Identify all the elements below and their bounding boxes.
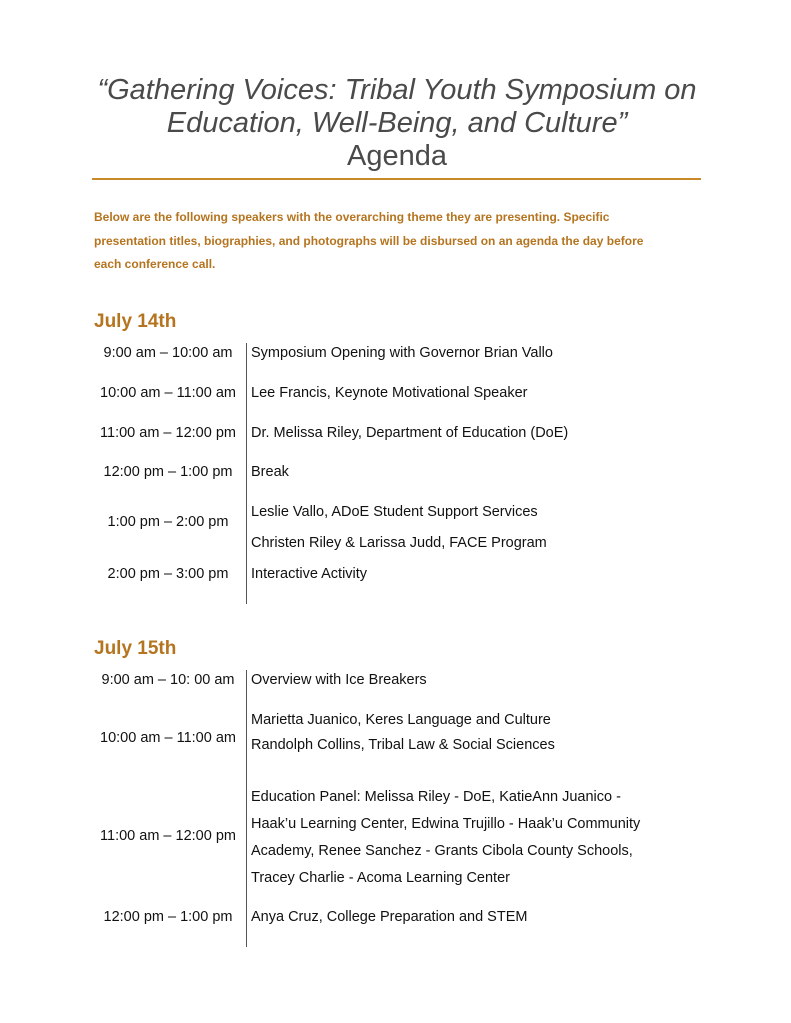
- time-slot: 11:00 am – 12:00 pm: [100, 425, 236, 441]
- intro-paragraph: [94, 206, 704, 277]
- session-entry: Anya Cruz, College Preparation and STEM: [251, 909, 528, 925]
- time-slot: 11:00 am – 12:00 pm: [100, 828, 236, 844]
- session-entry: Symposium Opening with Governor Brian Vallo: [251, 345, 553, 361]
- time-slot: 12:00 pm – 1:00 pm: [103, 464, 233, 480]
- schedule-divider-day1: [246, 343, 247, 604]
- session-entry: Dr. Melissa Riley, Department of Education (DoE): [251, 425, 569, 441]
- title-line-1: “Gathering Voices: Tribal Youth Symposium on: [97, 74, 697, 106]
- session-entry: Tracey Charlie - Acoma Learning Center: [251, 870, 510, 886]
- session-entry: Education Panel: Melissa Riley - DoE, KatieAnn Juanico -: [251, 789, 621, 805]
- session-entry: Christen Riley & Larissa Judd, FACE Program: [251, 535, 547, 551]
- intro-line: Below are the following speakers with the overarching theme they are presenting. Specific: [94, 210, 610, 224]
- session-entry: Randolph Collins, Tribal Law & Social Sciences: [251, 737, 555, 753]
- intro-line: presentation titles, biographies, and photographs will be disbursed on an agenda the day before: [94, 233, 644, 248]
- agenda-subtitle: Agenda: [347, 140, 447, 172]
- day-heading-july-14: July 14th: [94, 311, 177, 332]
- session-entry: Academy, Renee Sanchez - Grants Cibola County Schools,: [251, 843, 633, 859]
- session-entry: Marietta Juanico, Keres Language and Culture: [251, 712, 551, 728]
- session-entry: Haak’u Learning Center, Edwina Trujillo - Haak’u Community: [251, 816, 641, 832]
- session-entry: Interactive Activity: [251, 566, 368, 582]
- session-entry: Lee Francis, Keynote Motivational Speaker: [251, 385, 528, 401]
- time-slot: 9:00 am – 10:00 am: [103, 345, 233, 361]
- time-slot: 2:00 pm – 3:00 pm: [107, 566, 229, 582]
- time-slot: 10:00 am – 11:00 am: [100, 730, 236, 746]
- time-slot: 1:00 pm – 2:00 pm: [107, 514, 229, 530]
- title-line-2: Education, Well-Being, and Culture”: [166, 107, 628, 139]
- schedule-divider-day2: [246, 670, 247, 947]
- session-entry: Leslie Vallo, ADoE Student Support Services: [251, 504, 538, 520]
- session-entry: Break: [251, 464, 289, 480]
- title-divider: [92, 178, 701, 180]
- time-slot: 9:00 am – 10: 00 am: [101, 672, 235, 688]
- day-heading-july-15: July 15th: [94, 638, 177, 659]
- intro-line: each conference call.: [94, 257, 216, 271]
- time-slot: 10:00 am – 11:00 am: [100, 385, 236, 401]
- session-entry: Overview with Ice Breakers: [251, 672, 427, 688]
- document-title: [92, 74, 702, 173]
- time-slot: 12:00 pm – 1:00 pm: [103, 909, 233, 925]
